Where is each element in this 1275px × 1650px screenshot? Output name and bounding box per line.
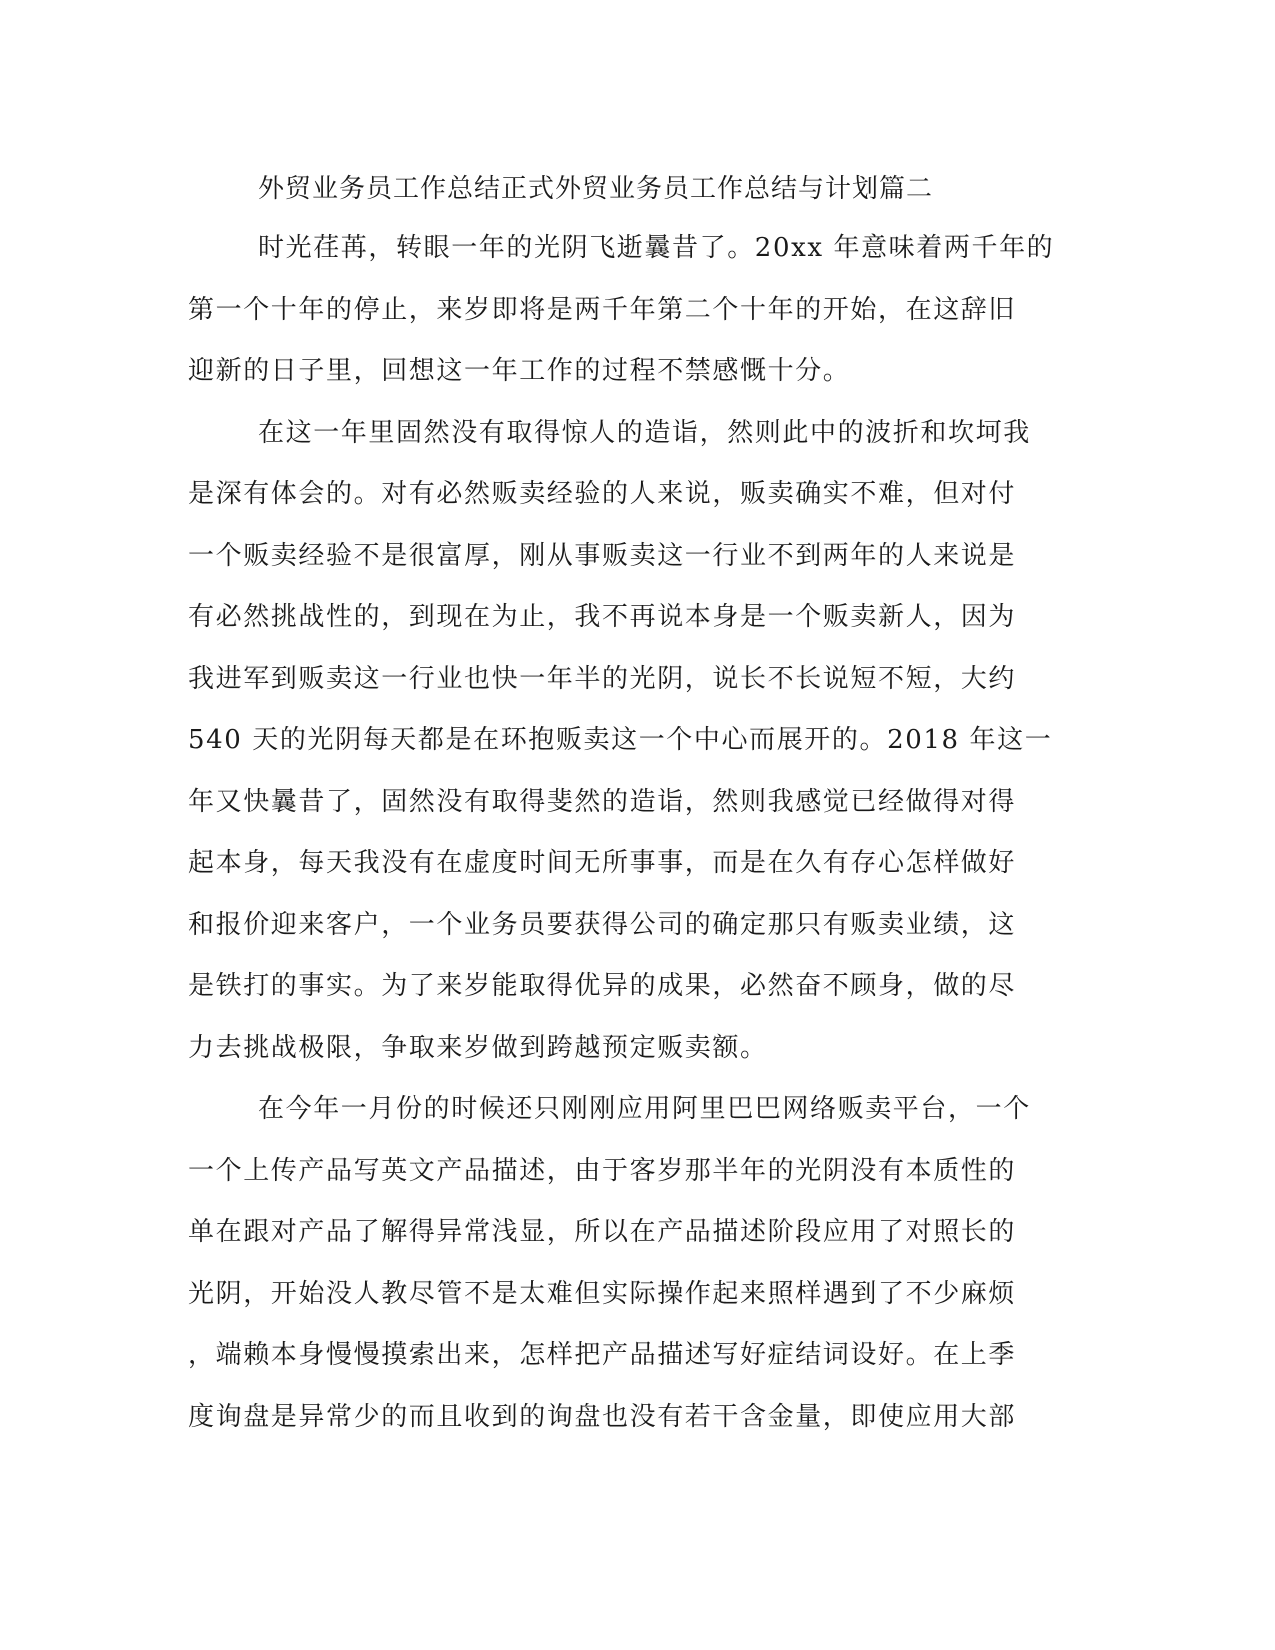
paragraph-line: 力去挑战极限，争取来岁做到跨越预定贩卖额。 (188, 1032, 768, 1063)
paragraph-line: 第一个十年的停止，来岁即将是两千年第二个十年的开始，在这辞旧 (188, 294, 1017, 325)
document-body (188, 160, 1055, 1448)
paragraph-line: 光阴，开始没人教尽管不是太难但实际操作起来照样遇到了不少麻烦 (188, 1278, 1017, 1309)
paragraph-2 (188, 403, 1053, 1080)
paragraph-line: 是铁打的事实。为了来岁能取得优异的成果，必然奋不顾身，做的尽 (188, 971, 1017, 1001)
paragraph-line: ，端赖本身慢慢摸索出来，怎样把产品描述写好症结词设好。在上季 (188, 1340, 1017, 1370)
paragraph-line: 一个贩卖经验不是很富厚，刚从事贩卖这一行业不到两年的人来说是 (188, 540, 1017, 571)
paragraph-line: 我进军到贩卖这一行业也快一年半的光阴，说长不长说短不短，大约 (188, 663, 1017, 694)
paragraph-line: 和报价迎来客户，一个业务员要获得公司的确定那只有贩卖业绩，这 (188, 909, 1017, 940)
paragraph-line: 是深有体会的。对有必然贩卖经验的人来说，贩卖确实不难，但对付 (188, 479, 1017, 509)
paragraph-line: 有必然挑战性的，到现在为止，我不再说本身是一个贩卖新人，因为 (188, 602, 1017, 632)
paragraph-line: 起本身，每天我没有在虚度时间无所事事，而是在久有存心怎样做好 (188, 848, 1017, 878)
paragraph-3 (188, 1079, 1048, 1448)
paragraph-line: 单在跟对产品了解得异常浅显，所以在产品描述阶段应用了对照长的 (188, 1217, 1017, 1247)
paragraph-line: 迎新的日子里，回想这一年工作的过程不禁感慨十分。 (188, 356, 851, 386)
paragraph-line: 一个上传产品写英文产品描述，由于客岁那半年的光阴没有本质性的 (188, 1155, 1017, 1186)
document-title: 外贸业务员工作总结正式外贸业务员工作总结与计划篇二 (258, 174, 934, 204)
paragraph-line: 时光荏苒，转眼一年的光阴飞逝曩昔了。20xx 年意味着两千年的 (258, 233, 1055, 263)
paragraph-line: 年又快曩昔了，固然没有取得斐然的造诣，然则我感觉已经做得对得 (188, 786, 1017, 817)
paragraph-line: 度询盘是异常少的而且收到的询盘也没有若干含金量，即使应用大部 (188, 1401, 1017, 1432)
paragraph-line: 在这一年里固然没有取得惊人的造诣，然则此中的波折和坎坷我 (258, 417, 1031, 448)
paragraph-line: 在今年一月份的时候还只刚刚应用阿里巴巴网络贩卖平台，一个 (258, 1094, 1031, 1124)
paragraph-1 (188, 218, 1055, 403)
paragraph-line: 540 天的光阴每天都是在环抱贩卖这一个中心而展开的。2018 年这一 (188, 725, 1053, 755)
